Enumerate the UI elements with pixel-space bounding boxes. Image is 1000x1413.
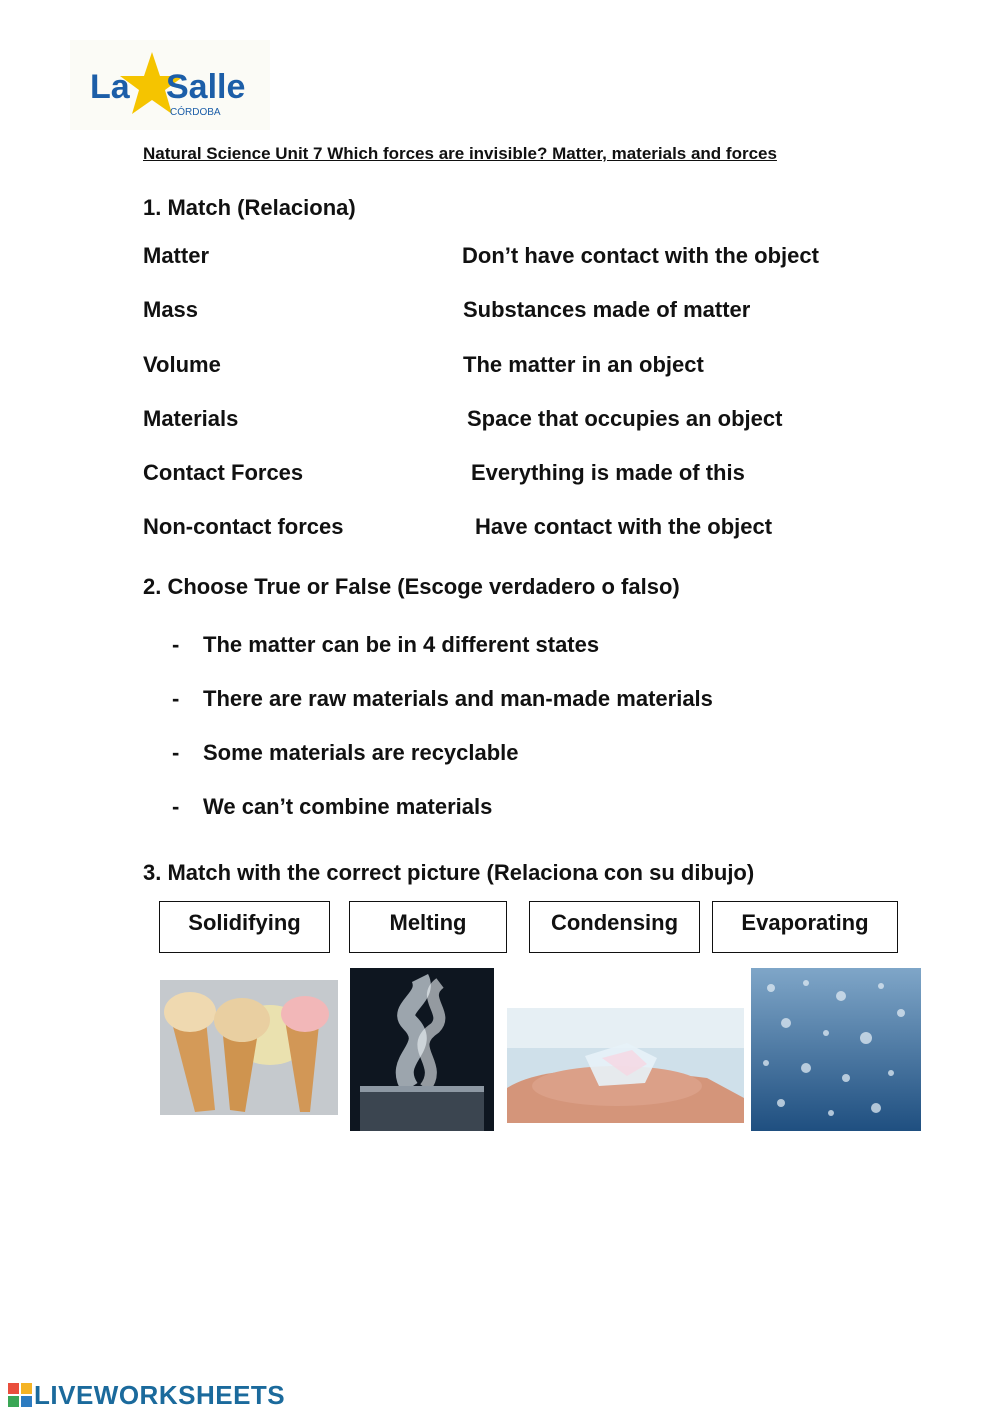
true-false-item: We can’t combine materials	[203, 794, 493, 819]
logo-city: CÓRDOBA	[170, 107, 221, 118]
list-dash: -	[172, 740, 180, 765]
footer-brand-text: LIVEWORKSHEETS	[34, 1380, 286, 1410]
true-false-item: The matter can be in 4 different states	[203, 632, 600, 657]
term-item: Volume	[143, 352, 221, 377]
answer-box-solidifying[interactable]: Solidifying	[159, 901, 330, 953]
ice-hand-picture[interactable]	[507, 1008, 744, 1123]
definition-item: Substances made of matter	[463, 297, 751, 322]
term-item: Contact Forces	[143, 460, 304, 485]
section2-heading: 2. Choose True or False (Escoge verdadero o falso)	[143, 574, 680, 599]
worksheet-title: Natural Science Unit 7 Which forces are invisible? Matter, materials and forces	[143, 144, 777, 163]
answer-box-evaporating[interactable]: Evaporating	[712, 901, 898, 953]
term-item: Non-contact forces	[143, 514, 344, 539]
ice-cream-picture[interactable]	[160, 980, 338, 1115]
list-dash: -	[172, 686, 180, 711]
liveworksheets-icon	[8, 1383, 32, 1407]
term-item: Mass	[143, 297, 199, 322]
definition-item: Have contact with the object	[475, 514, 773, 539]
steam-picture[interactable]	[350, 968, 494, 1131]
true-false-item: There are raw materials and man-made materials	[203, 686, 713, 711]
list-dash: -	[172, 632, 180, 657]
logo-brand-left: La	[90, 68, 130, 106]
term-item: Materials	[143, 406, 239, 431]
definition-item: Everything is made of this	[471, 460, 745, 485]
logo-brand-right: Salle	[166, 68, 246, 106]
true-false-item: Some materials are recyclable	[203, 740, 519, 765]
section1-heading: 1. Match (Relaciona)	[143, 195, 356, 220]
definition-item: The matter in an object	[463, 352, 704, 377]
definition-item: Don’t have contact with the object	[462, 243, 819, 268]
la-salle-logo	[70, 40, 270, 130]
term-item: Matter	[143, 243, 210, 268]
definition-item: Space that occupies an object	[467, 406, 783, 431]
section3-heading: 3. Match with the correct picture (Relaciona con su dibujo)	[143, 860, 755, 885]
answer-box-melting[interactable]: Melting	[349, 901, 507, 953]
answer-box-condensing[interactable]: Condensing	[529, 901, 700, 953]
water-droplets-picture[interactable]	[751, 968, 921, 1131]
list-dash: -	[172, 794, 180, 819]
